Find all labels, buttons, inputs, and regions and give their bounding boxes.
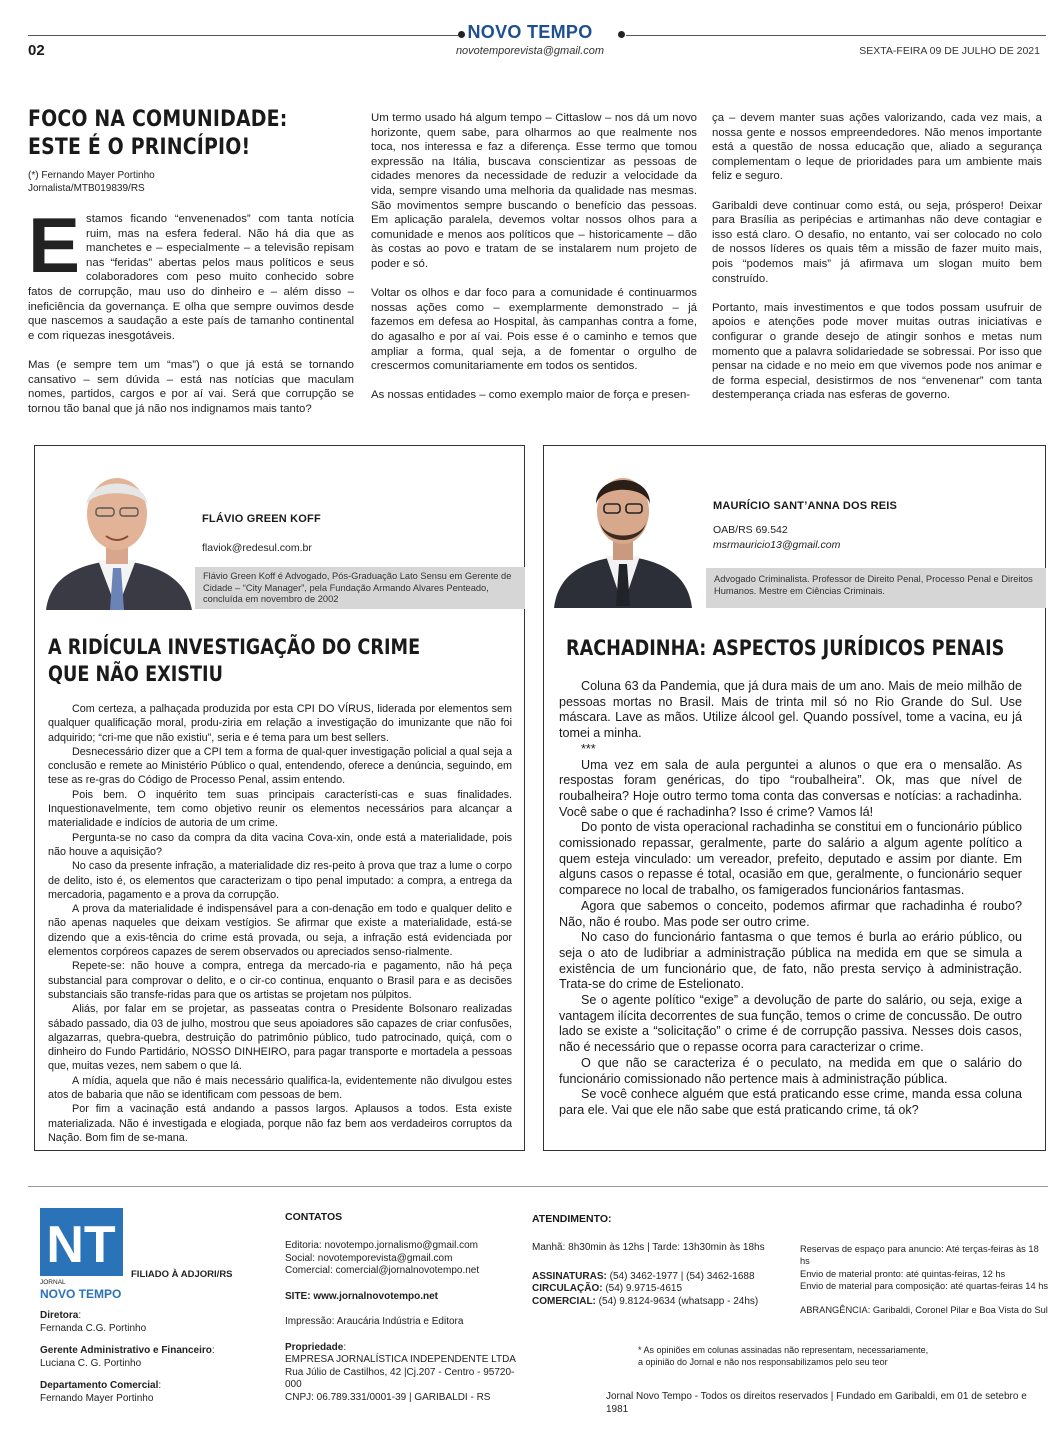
col3-paragraph-2: Garibaldi deve continuar como está, ou seja, próspero! Deixar para Brasília as peripécias e artimanhas não deve contagiar e isso está claro. O desafio, no entanto, vai ser colocado no colo de nossos líderes os quais têm a missão de fazer muito mais, pois “podemos mais” já afirmava um slogan muito bem construído.: [712, 199, 1042, 285]
right-article-paragraph: Agora que sabemos o conceito, podemos afirmar que rachadinha é roubo? Não, não é roubo. Mas pode ser outro crime.: [559, 898, 1022, 929]
column-title-left-line1: A RIDÍCULA INVESTIGAÇÃO DO CRIME: [48, 635, 421, 659]
author-name-mauricio: MAURÍCIO SANT’ANNA DOS REIS: [713, 500, 898, 512]
author-photo-flavio: [36, 456, 198, 610]
staff-block: Diretora: Fernanda C.G. Portinho Gerente Administrativo e Financeiro: Luciana C. G. Portinho Departamento Comercial: Fernando Mayer Portinho: [40, 1310, 260, 1405]
right-article-paragraph: O que não se caracteriza é o peculato, na medida em que o salário do funcionário comissionado não pertence mais à administração pública.: [559, 1055, 1022, 1086]
site-link[interactable]: SITE: www.jornalnovotempo.net: [285, 1290, 438, 1302]
col2-paragraph-2: Voltar os olhos e dar foco para a comunidade é continuarmos nossas ações como – exemplarmente demonstrado – já fazemos em defesa ao Hospital, às campanhas contra a fome, do agasalho e por aí vai. Pois esse é o caminho e temos que ampliar a forma, qual seja, a de fomentar o orgulho de crescermos comunitariamente em todos os sentidos.: [371, 287, 697, 373]
top-article-col1: [28, 201, 354, 431]
col1-p1-text: stamos ficando “envenenados” com tanta notícia ruim, mas na esfera federal. Não há dia que as manchetes e – especialmente – a televisão repisam nas “feridas” abertas pelos maus políticos e seus colaboradores com peso muito conhecido sobre fatos de corrupção, mau uso do dinheiro e – além disso – ineficiência da governança. E olha que sempre ouvimos desde que nascemos a saudação a este país de tamanho continental e com riquezas inesgotáveis.: [28, 213, 354, 342]
column-title-right: RACHADINHA: ASPECTOS JURÍDICOS PENAIS: [566, 636, 1005, 660]
contato-comercial[interactable]: Comercial: comercial@jornalnovotempo.net: [285, 1265, 480, 1276]
disclaimer-line1: * As opiniões em colunas assinadas não representam, necessariamente,: [638, 1345, 929, 1355]
impressao-value: Araucária Indústria e Editora: [336, 1316, 464, 1327]
top-title-line2: ESTE É O PRINCÍPIO!: [28, 135, 251, 160]
masthead: [420, 22, 640, 57]
envio-pronto: Envio de material pronto: até quintas-feiras, 12 hs: [800, 1268, 1006, 1279]
filiado-label: FILIADO À ADJORI/RS: [131, 1269, 233, 1280]
left-article-paragraph: Pois bem. O inquérito tem suas principais característi-cas e suas finalidades. Inquestionavelmente, tem como objetivo reunir os elementos necessários para alcançar a materialidade e indícios de autoria de um crime.: [48, 788, 512, 830]
empresa-endereco: Rua Júlio de Castilhos, 42 |Cj.207 - Centro - 95720-000: [285, 1366, 515, 1390]
circulacao-label: CIRCULAÇÃO:: [532, 1283, 603, 1294]
column-title-left: [48, 634, 485, 688]
diretora-label: Diretora: [40, 1310, 79, 1321]
top-article-title: [28, 106, 303, 162]
contatos-title: CONTATOS: [285, 1211, 343, 1223]
contatos-list: Editoria: novotempo.jornalismo@gmail.com Social: novotemporevista@gmail.com Comercial: comercial@jornalnovotempo.net SITE: www.jornalnovotempo.net Impressão: Araucária Indústria e Editora Propriedade: EMPRESA JORNALÍSTICA INDEPENDENTE LTDA Rua Júlio de Castilhos, 42 |Cj.207 - Centro - 95720-000 CNPJ: 06.789.331/0001-39 | GARIBALDI - RS: [285, 1240, 525, 1404]
header-rule-left: [28, 35, 458, 36]
logo-name: NOVO TEMPO: [40, 1287, 122, 1301]
disclaimer: [638, 1345, 1048, 1368]
drop-cap: E: [28, 201, 81, 289]
byline: [28, 169, 155, 195]
right-article-paragraph: No caso do funcionário fantasma o que temos é burla ao erário público, ou seja o ato de ludibriar a administração pública na medida em que se simula a existência de um funcionário que, de fato, não presta serviço à administração. Trata-se do crime de Estelionato.: [559, 930, 1022, 992]
left-article-paragraph: Aliás, por falar em se projetar, as passeatas contra o Presidente Bolsonaro realizadas sábado passado, dia 03 de julho, mostrou que seus apoiadores são capazes de criar confusões, algazarras, quebra-quebra, destruição do patrimônio público, tudo patrocinado, quiçá, com o dinheiro do Fundo Partidário, NOSSO DINHEIRO, para pagar transporte e mortadela a pessoas que, muitas vezes, nem sabem o que lá.: [48, 1003, 512, 1073]
right-article-paragraph: ***: [581, 741, 596, 756]
logo-mark-icon: [40, 1208, 123, 1276]
left-article-paragraph: Com certeza, a palhaçada produzida por esta CPI DO VÍRUS, liderada por elementos sem qualquer qualificação moral, produ-ziria em relação a investigação do imunizante que não foi adquirido; “cri-me que não existiu”, seria e é tema para um best sellers.: [48, 703, 512, 744]
envio-composicao: Envio de material para composição: até quartas-feiras 14 hs: [800, 1280, 1049, 1291]
left-article-paragraph: Por fim a vacinação está andando a passos largos. Aplausos a todos. Esta existe materializada. Não é investigada e elogiada, porque não faz bem aos verdadeiros corruptos da Nação. Bom fim de se-mana.: [48, 1103, 512, 1144]
masthead-title: NOVO TEMPO: [467, 22, 593, 42]
col1-paragraph: [28, 201, 354, 343]
byline-author: (*) Fernando Mayer Portinho: [28, 170, 155, 181]
assinaturas-label: ASSINATURAS:: [532, 1270, 607, 1282]
right-article-paragraph: Coluna 63 da Pandemia, que já dura mais de um ano. Mais de meio milhão de pessoas mortas no Brasil. Mais de trinta mil só no Rio Grande do Sul. Use máscara. Lave as mãos. Utilize álcool gel. Quando possível, tome a vacina, eu já tomei a minha.: [559, 679, 1022, 741]
left-article-paragraph: A prova da materialidade é indispensável para a con-denação em todo e qualquer delito e não apenas naqueles que deixam vestígios. Se afirmar que existe a materialidade, está-se dizendo que a exis-tência do crime está provada, ou seja, a infração está evidenciada por elementos corpóreos capazes de serem observados ou apreciados senso-rialmente.: [48, 903, 512, 959]
empresa-cnpj: CNPJ: 06.789.331/0001-39 | GARIBALDI - RS: [285, 1391, 491, 1403]
diretora-name: Fernanda C.G. Portinho: [40, 1322, 147, 1334]
logo-letters: NT: [46, 1216, 116, 1274]
circulacao-tel: (54) 9.9715-4615: [605, 1283, 683, 1294]
masthead-email: novotemporevista@gmail.com: [455, 45, 605, 57]
author-bio-flavio: Flávio Green Koff é Advogado, Pós-Graduação Lato Sensu em Gerente de Cidade – “City Manager”, pela Fundação Armando Alvares Penteado, concluída em novembro de 2002: [195, 567, 525, 609]
abrangencia-label: ABRANGÊNCIA: [800, 1305, 868, 1316]
right-article-paragraph: Se você conhece alguém que está praticando esse crime, manda essa coluna para ele. Vai que ele não sabe que está praticando crime, tá ok?: [559, 1087, 1022, 1117]
dateline: SEXTA-FEIRA 09 DE JULHO DE 2021: [859, 45, 1040, 57]
portrait-illustration-2: [548, 456, 698, 608]
logo-small-label: JORNAL: [40, 1279, 66, 1286]
author-bio-mauricio: Advogado Criminalista. Professor de Direito Penal, Processo Penal e Direitos Humanos. Mestre em Ciências Criminais.: [706, 568, 1046, 608]
column-title-left-line2: QUE NÃO EXISTIU: [48, 662, 223, 686]
column-body-left: [48, 702, 512, 1145]
left-article-paragraph: A mídia, aquela que não é mais necessário qualifica-la, evidentemente não divulgou estes atos de babaria que não se identificam com pessoas de bem.: [48, 1074, 512, 1102]
author-email-flavio[interactable]: flaviok@redesul.com.br: [202, 542, 312, 554]
comercial-tel: (54) 9.8124-9634 (whatsapp - 24hs): [598, 1295, 759, 1307]
comercial-dept-label: Departamento Comercial: [40, 1380, 159, 1391]
col1-paragraph-2: Mas (e sempre tem um “mas”) o que já está se tornando cansativo – sem dúvida – está nas notícias que maculam nomes, partidos, cargos e por aí vai. Será que corrupção se tornou tão banal que já não nos indignamos mais tanto?: [28, 358, 354, 415]
deadlines-block: Reservas de espaço para anuncio: Até terças-feiras às 18 hs Envio de material pronto: até quintas-feiras, 12 hs Envio de material para composição: até quartas-feiras 14 hs ABRANGÊNCIA: Garibaldi, Coronel Pilar e Boa Vista do Sul: [800, 1244, 1049, 1316]
left-article-paragraph: No caso da presente infração, a materialidade diz res-peito à prova que traz a lume o corpo de delito, isto é, os elementos que caracterizam o tipo penal imputado: a compra, a entrega da mercadoria, pagamento e a prova da corrupção.: [48, 860, 512, 901]
col3-paragraph-1: ça – devem manter suas ações valorizando, cada vez mais, a nossa gente e nossos empreendedores. Não menos importante está a questão de nossa educação que, aliado a segurança complementam o leque de prioridades para um ambiente mais feliz e seguro.: [712, 112, 1042, 183]
top-article-col2: [371, 111, 697, 417]
right-article-paragraph: Uma vez em sala de aula perguntei a alunos o que era o mensalão. As respostas foram genéricas, do tipo “roubalheira”. Ok, mas que nível de roubalheira? Hoje outro termo toma conta das conversas e notícias: a rachadinha. Você sabe o que é rachadinha? Isso é crime? Vamos lá!: [559, 757, 1022, 819]
disclaimer-line2: a opinião do Jornal e não nos responsabilizamos pelo seu teor: [638, 1356, 888, 1367]
propriedade-label: Propriedade: [285, 1341, 344, 1353]
col3-paragraph-3: Portanto, mais investimentos e que todos possam usufruir de apoios e atenções pode mover muitas outras iniciativas e configurar o grande desejo de atingir sonhos e metas num momento que a palavra solidariedade se sobressai. Por isso que pensar na cidade e no meio em que vivemos pode nos animar e de forma especial, desistirmos de nos “envenenar” com tanta destemperança criada nas esferas de governo.: [712, 301, 1042, 402]
gerente-label: Gerente Administrativo e Financeiro: [40, 1345, 212, 1356]
copyright: Jornal Novo Tempo - Todos os direitos reservados | Fundado em Garibaldi, em 01 de setebro e 1981: [606, 1391, 1027, 1415]
empresa-name: EMPRESA JORNALÍSTICA INDEPENDENTE LTDA: [285, 1354, 516, 1365]
header-rule-right: [626, 35, 1046, 36]
atendimento-title: ATENDIMENTO:: [532, 1213, 612, 1225]
portrait-illustration: [36, 456, 198, 610]
horario: Manhã: 8h30min às 12hs | Tarde: 13h30min às 18hs: [532, 1242, 765, 1253]
left-article-paragraph: Repete-se: não houve a compra, entrega da mercado-ria e pagamento, não há peça substancial para comprovar o delito, e o cir-co continua, enquanto o Brasil para e as decisões substanciais são transfe-ridas para que os artistas se projetam nos púlpitos.: [48, 960, 512, 1001]
author-name-flavio: FLÁVIO GREEN KOFF: [202, 513, 321, 525]
top-title-line1: FOCO NA COMUNIDADE:: [28, 107, 288, 132]
contato-social[interactable]: Social: novotemporevista@gmail.com: [285, 1252, 453, 1264]
col2-paragraph-3: As nossas entidades – como exemplo maior de força e presen-: [371, 389, 691, 402]
comercial-dept-name: Fernando Mayer Portinho: [40, 1392, 154, 1404]
footer-rule: [28, 1186, 1048, 1187]
author-oab: OAB/RS 69.542: [713, 524, 788, 536]
gerente-name: Luciana C. G. Portinho: [40, 1357, 142, 1369]
reservas: Reservas de espaço para anuncio: Até terças-feiras às 18 hs: [800, 1244, 1039, 1267]
author-email-mauricio[interactable]: msrmauricio13@gmail.com: [713, 539, 841, 551]
assinaturas-tel: (54) 3462-1977 | (54) 3462-1688: [609, 1270, 755, 1282]
comercial-tel-label: COMERCIAL:: [532, 1295, 596, 1307]
left-article-paragraph: Pergunta-se no caso da compra da dita vacina Cova-xin, onde está a materialidade, pois não houve a aquisição?: [48, 831, 512, 858]
author-photo-mauricio: [548, 456, 698, 608]
impressao-label: Impressão: [285, 1316, 332, 1327]
atendimento-block: [532, 1242, 792, 1308]
column-body-right: [559, 679, 1022, 1119]
abrangencia-value: Garibaldi, Coronel Pilar e Boa Vista do Sul: [872, 1305, 1048, 1316]
right-article-paragraph: Do ponto de vista operacional rachadinha se constitui em o funcionário público comissionado repassar, geralmente, parte do salário a algum agente político a quem esteja vinculado: um vereador, prefeito, deputado e assim por diante. Em alguns casos o repasse é total, ocasião em que, geralmente, o funcionário sequer comparece no local de trabalho, os famigerados funcionários fantasmas.: [559, 820, 1022, 898]
newspaper-logo: [40, 1208, 123, 1276]
right-article-paragraph: Se o agente político “exige” a devolução de parte do salário, ou seja, exige a vantagem ilícita decorrentes de sua função, temos o crime de concussão. De outro lado se existe a “solicitação” o crime é de corrupção passiva. Nesses dois casos, não é necessário que o repasse ocorra para caracterizar o crime.: [559, 993, 1022, 1055]
left-article-paragraph: Desnecessário dizer que a CPI tem a forma de qual-quer investigação policial a qual seja a conclusão e remete ao Ministério Público o qual, entendendo, oferece a denúncia, seguindo, em tese as re-gras do Código de Processo Penal, assim entendo.: [48, 745, 512, 787]
byline-registration: Jornalista/MTB019839/RS: [28, 183, 145, 194]
page-number: 02: [28, 42, 45, 59]
col2-paragraph-1: Um termo usado há algum tempo – Cittaslow – nos dá um novo horizonte, quem sabe, para olharmos ao que realmente nos toca, nos interessa e faz a diferença. Esse termo que tomou expressão na Itália, buscava conscientizar as pessoas de cidades menores da necessidade de reduzir a velocidade da vida, sempre visando uma melhoria da qualidade nas mesmas. São movimentos sempre buscando o benefício das pessoas. Em aplicação paralela, devemos voltar nossos olhos para a comunidade e menos aos políticos que – historicamente – dão às costas ao povo e tratam de se instalarem num projeto de poder e só.: [371, 112, 697, 270]
top-article-col3: [712, 111, 1042, 417]
contato-editoria[interactable]: Editoria: novotempo.jornalismo@gmail.com: [285, 1240, 479, 1251]
